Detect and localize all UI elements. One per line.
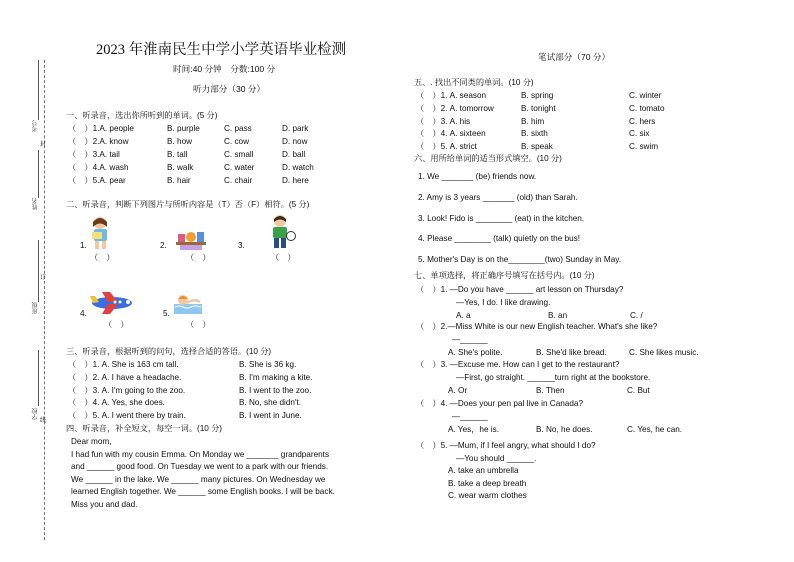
- mc-answer-line: —First, go straight. ______turn right at the bookstore.: [456, 372, 651, 382]
- mc-option[interactable]: C. But: [627, 385, 650, 395]
- sec1-option: B. tall: [167, 150, 188, 159]
- toys-on-shelf-icon: [176, 228, 206, 250]
- passage-line: We ______ in the lake. We ______ many pictures. On Wednesday we: [71, 474, 326, 484]
- sec5-option: C. swim: [629, 142, 659, 152]
- label-class: 班级: [33, 302, 39, 314]
- pic-bracket-4[interactable]: （ ）: [104, 320, 129, 329]
- sec5-option: C. hers: [629, 116, 656, 126]
- binding-dashed-line: [44, 60, 45, 540]
- school-line: [38, 350, 39, 406]
- pic-num-1: 1.: [80, 241, 87, 250]
- mc-option[interactable]: C. She likes music.: [629, 347, 699, 357]
- mc-option[interactable]: C. Yes, he can.: [627, 424, 683, 434]
- sec5-option: B. spring: [521, 91, 554, 100]
- mc-option[interactable]: A. Or: [448, 385, 468, 395]
- mark-bind: 订: [40, 275, 47, 281]
- sec5-option: B. speak: [521, 142, 553, 152]
- mark-seal: 封: [40, 142, 47, 148]
- mc-question-3[interactable]: （ ）3. —Excuse me. How can I get to the restaurant?: [416, 360, 620, 369]
- mc-option[interactable]: A. a: [456, 310, 471, 320]
- sec3-option-b: B. No, she didn't.: [239, 398, 302, 408]
- sec3-option-b: B. She is 36 kg.: [239, 360, 297, 369]
- seat-number-line: [38, 60, 39, 120]
- sec5-heading: 五、. 找出不同类的单词。(10 分): [414, 78, 534, 87]
- sec5-option: B. tonight: [521, 103, 556, 113]
- sec1-question-3[interactable]: （ ）3.A. tail: [68, 150, 120, 159]
- sec1-question-5[interactable]: （ ）5.A. pear: [68, 176, 126, 185]
- sec3-question-2[interactable]: （ ）2. A. I have a headache.: [68, 372, 182, 382]
- written-part-heading: 笔试部分（70 分）: [538, 52, 611, 62]
- mc-option[interactable]: B. take a deep breath: [448, 478, 527, 488]
- girl-reading-icon: [88, 214, 114, 250]
- pic-num-2: 2.: [160, 241, 167, 250]
- label-exam-number: 考号: [33, 120, 39, 132]
- sec1-option: C. pass: [224, 124, 252, 133]
- sec1-heading: 一、听录音，选出你所听到的单词。(5 分): [66, 111, 218, 120]
- mc-option[interactable]: B. No, he does.: [536, 424, 593, 434]
- sec1-option: B. walk: [167, 163, 194, 172]
- mc-answer-line: —You should ______.: [456, 453, 537, 463]
- fill-blank-question-4[interactable]: 4. Please ________ (talk) quietly on the bus!: [418, 234, 581, 244]
- sec1-option: C. chair: [224, 176, 253, 185]
- exam-title: 2023 年淮南民生中学小学英语毕业检测: [96, 42, 347, 58]
- mc-option[interactable]: A. She's polite.: [448, 347, 503, 357]
- sec1-option: B. purple: [167, 124, 200, 133]
- sec1-option: D. park: [282, 124, 309, 133]
- sec3-question-5[interactable]: （ ）5. A. I went there by train.: [68, 411, 186, 421]
- sec3-question-4[interactable]: （ ）4. A. Yes, she does.: [68, 398, 165, 408]
- mc-answer-line: —Yes, I do. I like drawing.: [456, 297, 551, 307]
- mc-option[interactable]: B. Then: [536, 385, 565, 395]
- fill-blank-question-3[interactable]: 3. Look! Fido is ________ (eat) in the kitchen.: [418, 213, 585, 223]
- sec5-option: C. tomato: [629, 103, 665, 113]
- mc-question-1[interactable]: （ ）1. —Do you have ______ art lesson on Thursday?: [416, 285, 624, 294]
- name-line: [38, 150, 39, 198]
- sec6-heading: 六、用所给单词的适当形式填空。(10 分): [414, 154, 562, 163]
- sec4-heading: 四、听录音，补全短文，每空一词。(10 分): [66, 424, 223, 433]
- boy-with-ball-icon: [268, 214, 296, 250]
- passage-line: Miss you and dad.: [71, 500, 138, 509]
- fill-blank-question-5[interactable]: 5. Mother's Day is on the________(two) Sunday in May.: [418, 255, 622, 265]
- sec5-option: B. sixth: [521, 129, 548, 139]
- mc-option[interactable]: C. wear warm clothes: [448, 491, 527, 500]
- pic-num-3: 3.: [238, 241, 245, 250]
- passage-line: Dear mom,: [71, 437, 112, 446]
- mc-question-5[interactable]: （ ）5. —Mum, if I feel angry, what should I do?: [416, 441, 596, 450]
- sec1-option: B. hair: [167, 176, 191, 185]
- sec1-option: C. water: [224, 163, 255, 172]
- sec1-option: C. small: [224, 150, 254, 159]
- fill-blank-question-2[interactable]: 2. Amy is 3 years _______ (old) than Sarah.: [418, 192, 578, 202]
- mc-answer-line: —______: [452, 334, 488, 344]
- mc-option[interactable]: B. an: [548, 310, 568, 320]
- mc-option[interactable]: A. take an umbrella: [448, 466, 519, 475]
- mc-answer-line: —______: [452, 411, 488, 421]
- sec1-question-1[interactable]: （ ）1.A. people: [68, 124, 134, 133]
- sec1-option: D. ball: [282, 150, 306, 159]
- sec3-heading: 三、听录音，根据听到的问句，选择合适的答语。(10 分): [66, 347, 272, 356]
- sec5-option: C. six: [629, 129, 650, 139]
- sec3-option-b: B. I went to the zoo.: [239, 385, 312, 395]
- passage-line: learned English together. We ______ some English books. I will be back.: [71, 487, 335, 497]
- passage-line: and ______ good food. On Tuesday we went to a park with our friends.: [71, 462, 329, 472]
- sec2-heading: 二、听录音，判断下列图片与所听内容是（T）否（F）相符。(5 分): [66, 200, 310, 209]
- fill-blank-question-1[interactable]: 1. We _______ (be) friends now.: [418, 172, 537, 181]
- pic-bracket-1[interactable]: （ ）: [90, 253, 115, 262]
- sec5-question-1[interactable]: （ ）1. A. season: [416, 91, 487, 100]
- sec1-option: B. how: [167, 137, 193, 146]
- sec5-question-5[interactable]: （ ）5. A. strict: [416, 142, 477, 152]
- sec1-option: D. here: [282, 176, 309, 185]
- mark-line: 线: [40, 418, 47, 424]
- label-name: 姓名: [33, 198, 39, 210]
- listening-part-heading: 听力部分（30 分）: [193, 84, 266, 94]
- mc-question-4[interactable]: （ ）4. —Does your pen pal live in Canada?: [416, 399, 584, 408]
- sec1-question-2[interactable]: （ ）2.A. know: [68, 137, 129, 146]
- sec3-option-b: B. I'm making a kite.: [239, 372, 313, 382]
- mc-question-2[interactable]: （ ）2.—Miss White is our new English teacher. What's she like?: [416, 322, 658, 331]
- sec1-question-4[interactable]: （ ）4.A. wash: [68, 163, 129, 172]
- sec1-option: C. cow: [224, 137, 250, 146]
- mc-option[interactable]: A. Yes，he is.: [448, 424, 499, 434]
- pic-bracket-2[interactable]: （ ）: [186, 253, 211, 262]
- sec5-question-3[interactable]: （ ）3. A. his: [416, 116, 471, 126]
- label-school: 学校: [33, 408, 39, 420]
- mc-option[interactable]: C. /: [630, 310, 643, 320]
- class-line: [38, 240, 39, 302]
- swimming-child-icon: [174, 292, 202, 314]
- sec5-option: B. him: [521, 116, 545, 126]
- sec3-question-3[interactable]: （ ）3. A. I'm going to the zoo.: [68, 385, 186, 395]
- pic-num-4: 4.: [80, 309, 87, 318]
- sec7-heading: 七、单项选择，将正确序号填写在括号内。(10 分): [414, 271, 595, 280]
- sec1-option: D. watch: [282, 163, 314, 172]
- sec3-option-b: B. I went in June.: [239, 411, 302, 421]
- sec5-question-4[interactable]: （ ）4. A. sixteen: [416, 129, 486, 139]
- sec3-question-1[interactable]: （ ）1. A. She is 163 cm tall.: [68, 360, 179, 369]
- passage-line: I had fun with my cousin Emma. On Monday we _______ grandparents: [71, 449, 330, 459]
- sec1-option: D. now: [282, 137, 308, 146]
- pic-bracket-5[interactable]: （ ）: [186, 320, 211, 329]
- exam-meta: 时间:40 分钟 分数:100 分: [173, 64, 276, 74]
- sec5-option: C. winter: [629, 91, 662, 100]
- pic-num-5: 5.: [163, 309, 170, 318]
- airplane-icon: [90, 290, 136, 316]
- sec5-question-2[interactable]: （ ）2. A. tomorrow: [416, 103, 494, 113]
- mc-option[interactable]: B. She'd like bread.: [536, 347, 607, 357]
- pic-bracket-3[interactable]: （ ）: [271, 253, 296, 262]
